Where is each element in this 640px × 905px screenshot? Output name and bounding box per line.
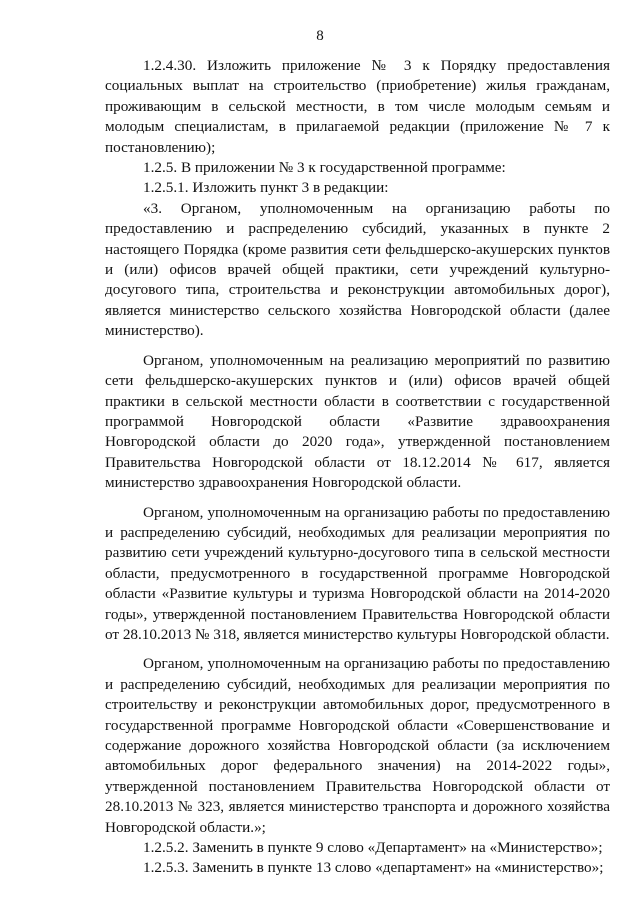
paragraph-1-2-5-3: 1.2.5.3. Заменить в пункте 13 слово «департамент» на «министерство»; xyxy=(143,859,604,877)
page-number: 8 xyxy=(316,28,324,44)
paragraph-transport-ministry: Органом, уполномоченным на организацию работы по предоставлению и распределению субсидий, необходимых для реализации мероприятия по строительству и реконструкции автомобильных дорог, предусмотренного в государственной программе Новгородской области «Совершенствование и содержание дорожного хозяйства Новгородской области (за исключением автомобильных дорог федерального значения) на 2014-2022 годы», утвержденной постановлением Правительства Новгородской области от 28.10.2013 № 323, является министерство транспорта и дорожного хозяйства Новгородской области.»; xyxy=(105,655,610,836)
paragraph-1-2-5-2: 1.2.5.2. Заменить в пункте 9 слово «Департамент» на «Министерство»; xyxy=(143,839,603,857)
paragraph-culture-ministry: Органом, уполномоченным на организацию работы по предоставлению и распределению субсидий, необходимых для реализации мероприятия по развитию сети учреждений культурно-досугового типа в сельской местности области, предусмотренного в государственной программе Новгородской области «Развитие культуры и туризма Новгородской области на 2014-2020 годы», утвержденной постановлением Правительства Новгородской области от 28.10.2013 № 318, является министерство культуры Новгородской области. xyxy=(105,503,610,643)
document-body xyxy=(105,56,610,879)
paragraph-health-ministry: Органом, уполномоченным на реализацию мероприятий по развитию сети фельдшерско-акушерских пунктов и (или) офисов врачей общей практики в сельской местности области в соответствии с государственной программой Новгородской области «Развитие здравоохранения Новгородской области до 2020 года», утвержденной постановлением Правительства Новгородской области от 18.12.2014 № 617, является министерство здравоохранения Новгородской области. xyxy=(105,351,610,492)
paragraph-1-2-4-30: 1.2.4.30. Изложить приложение № 3 к Порядку предоставления социальных выплат на строительство (приобретение) жилья гражданам, проживающим в сельской местности, в том числе молодым семьям и молодым специалистам, в прилагаемой редакции (приложение № 7 к постановлению); xyxy=(105,57,610,156)
paragraph-1-2-5-1: 1.2.5.1. Изложить пункт 3 в редакции: xyxy=(143,179,389,197)
paragraph-1-2-5: 1.2.5. В приложении № 3 к государственной программе: xyxy=(143,159,506,177)
paragraph-item-3: «3. Органом, уполномоченным на организацию работы по предоставлению и распределению субсидий, указанных в пункте 2 настоящего Порядка (кроме развития сети фельдшерско-акушерских пунктов и (или) офисов врачей общей практики, сети учреждений культурно-досугового типа, строительства и реконструкции автомобильных дорог), является министерство сельского хозяйства Новгородской области (далее министерство). xyxy=(105,199,610,340)
